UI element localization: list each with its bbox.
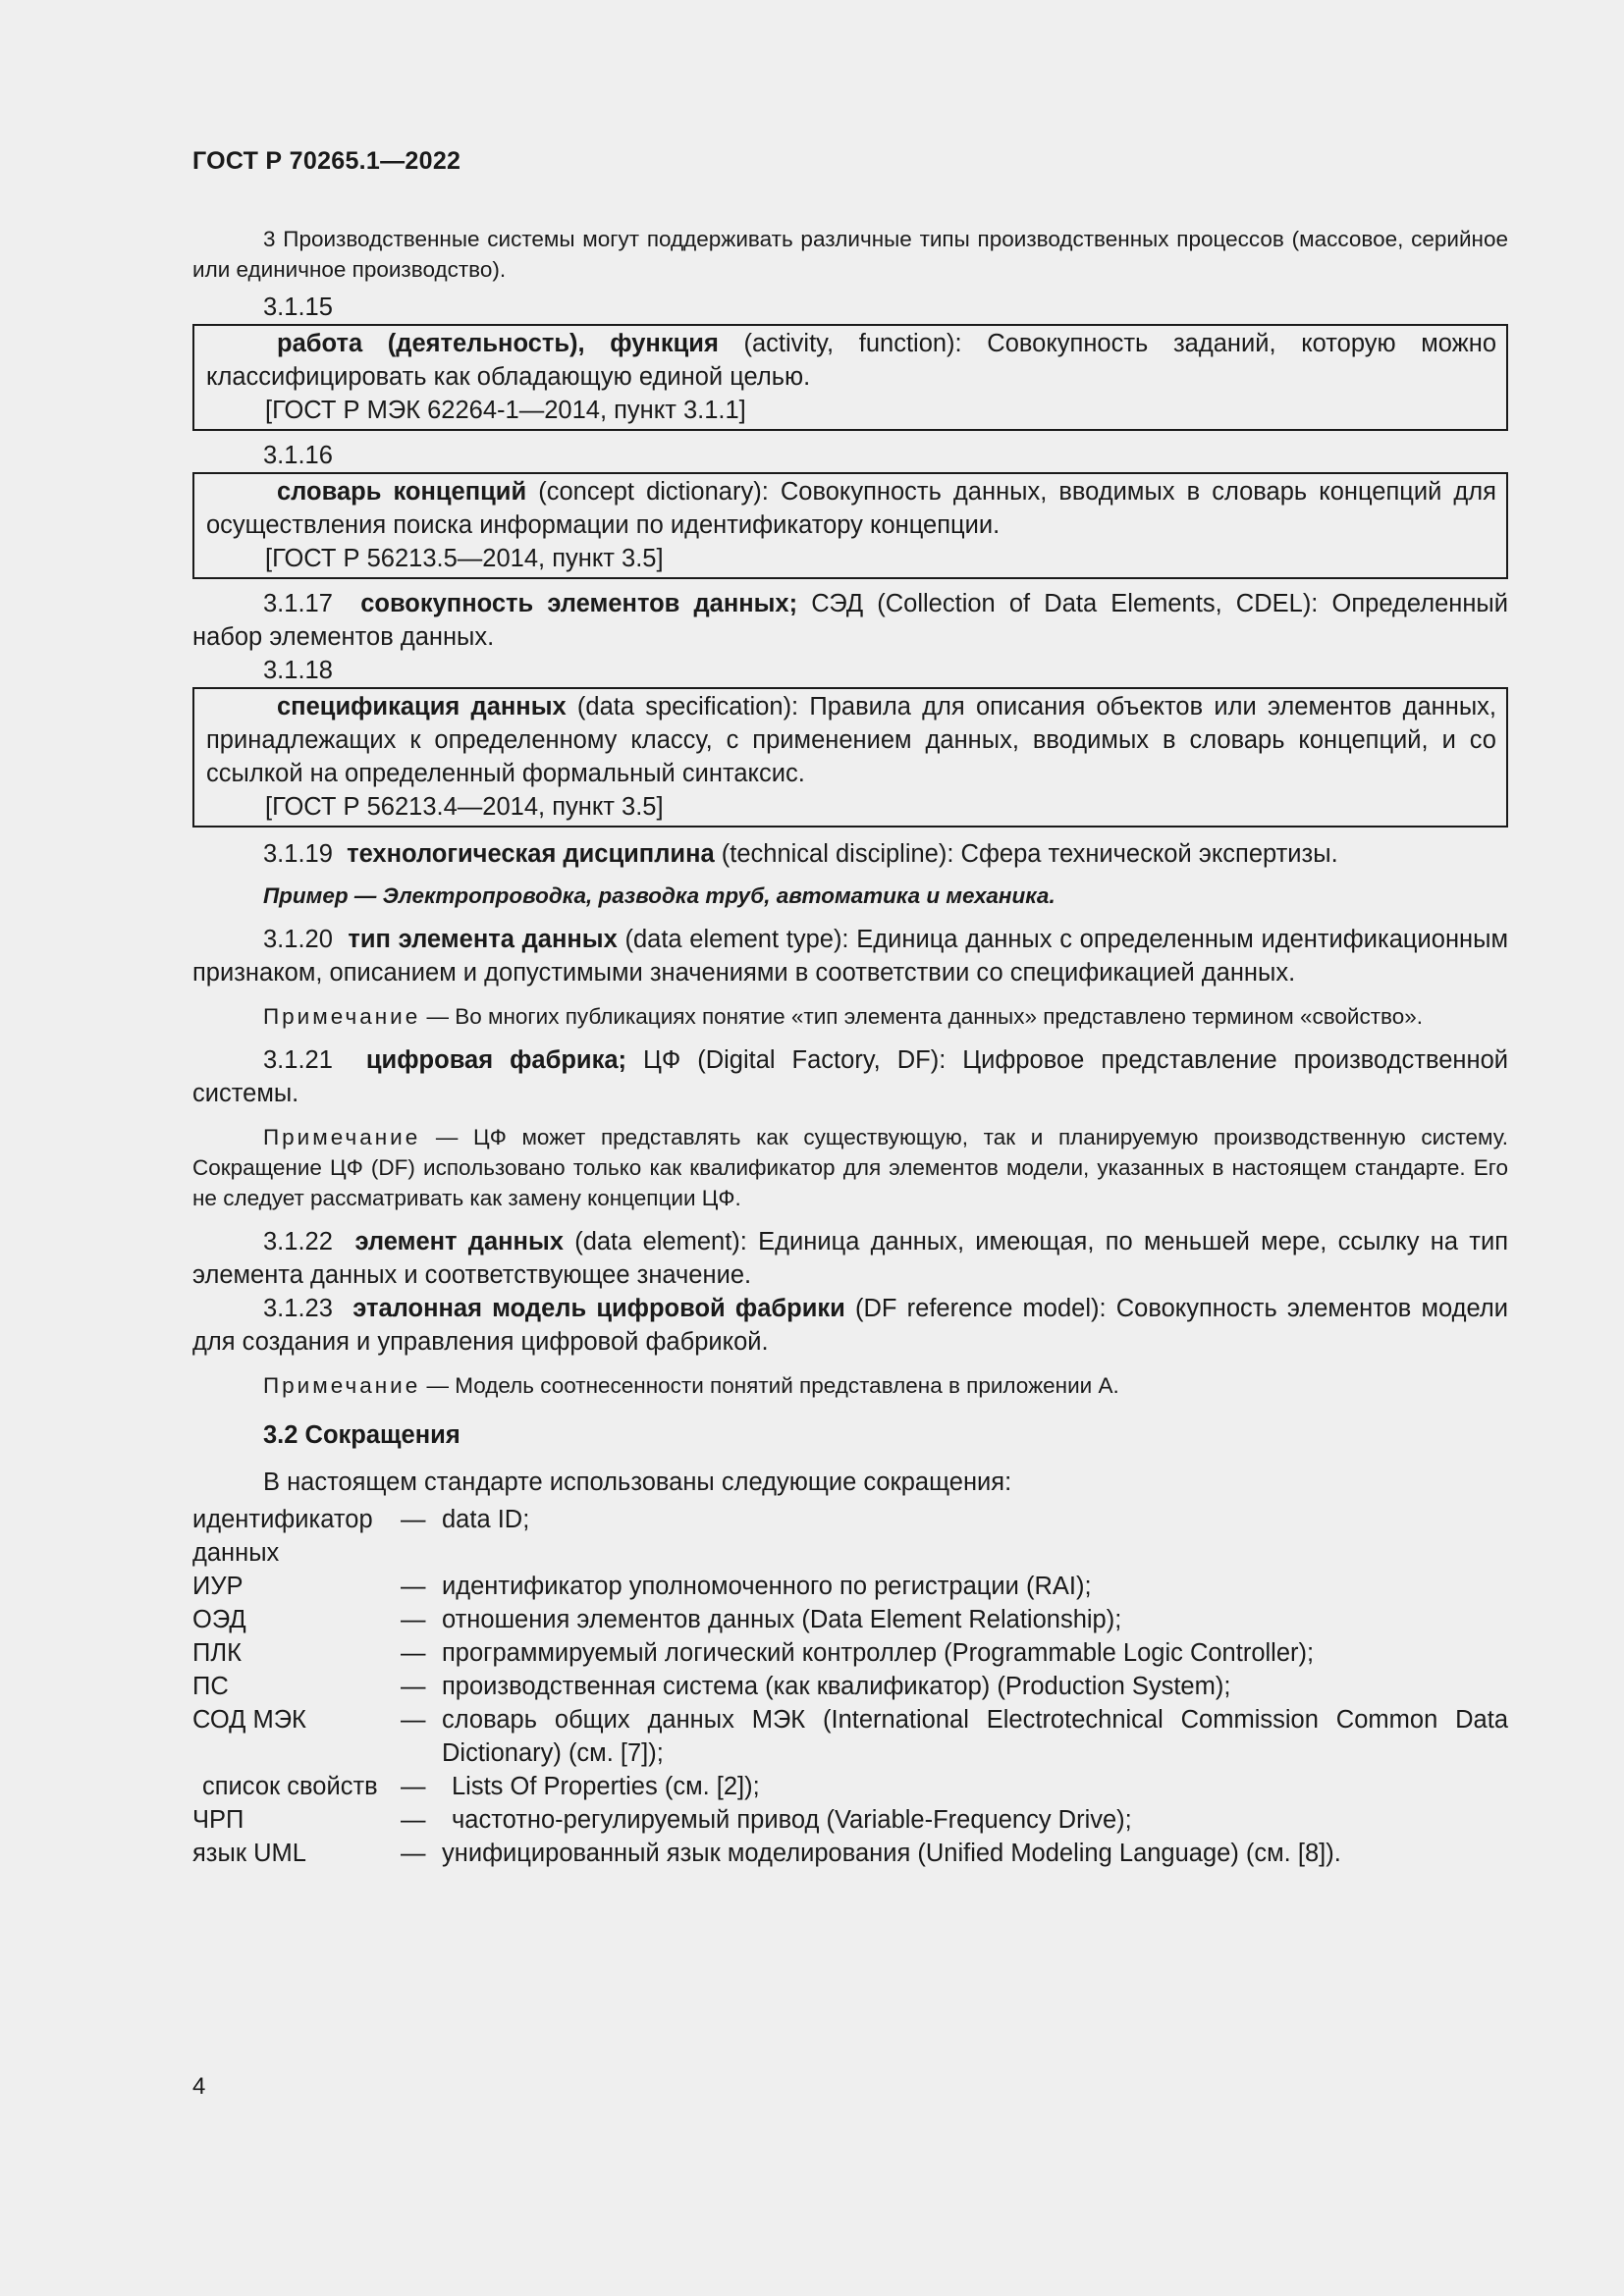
abbreviation-text: словарь общих данных МЭК (International Electrotechnical Commission Common Data Dictionary) (см. [7]); <box>442 1706 1508 1767</box>
definition-3-1-23 <box>192 1292 1508 1359</box>
term-number-3-1-23: 3.1.23 <box>263 1295 333 1322</box>
abbreviation-row <box>192 1603 1508 1636</box>
note-text-3-1-23: — Модель соотнесенности понятий представлена в приложении А. <box>420 1373 1119 1398</box>
abbreviation-term: идентификатор данных <box>192 1506 373 1567</box>
definition-3-1-17 <box>192 587 1508 654</box>
definition-text-3-1-21: ЦФ (Digital Factory, DF): Цифровое представление производственной системы. <box>192 1046 1508 1107</box>
definition-3-1-21 <box>192 1043 1508 1110</box>
section-title: 3.2 Сокращения <box>263 1421 460 1449</box>
abbreviation-text: программируемый логический контроллер (Programmable Logic Controller); <box>442 1639 1315 1667</box>
note-3-1-23 <box>192 1370 1508 1401</box>
term-number-3-1-20: 3.1.20 <box>263 926 333 953</box>
abbreviation-text: идентификатор уполномоченного по регистрации (RAI); <box>442 1573 1092 1600</box>
abbreviation-term: ПС <box>192 1673 229 1700</box>
document-header: ГОСТ Р 70265.1—2022 <box>192 147 461 175</box>
abbreviation-row <box>192 1570 1508 1603</box>
definition-text-3-1-19: (technical discipline): Сфера технической экспертизы. <box>714 840 1338 868</box>
note-3-1-20 <box>192 1001 1508 1032</box>
term-3-1-15: работа (деятельность), функция <box>277 330 719 357</box>
source-3-1-15: [ГОСТ Р МЭК 62264-1—2014, пункт 3.1.1] <box>265 397 746 424</box>
note-text-3-1-21: — ЦФ может представлять как существующую, так и планируемую производственную систему. Сокращение ЦФ (DF) использовано только как квалификатор для элементов модели, указанных в настоящем стандарте. Его не следует рассматривать как замену концепции ЦФ. <box>192 1125 1508 1210</box>
definition-text-3-1-18: (data specification): Правила для описания объектов или элементов данных, принадлежащих к определенному классу, с применением данных, вводимых в словарь концепций, и со ссылкой на определенный формальный синтаксис. <box>206 693 1496 787</box>
definition-text-3-1-17: СЭД (Collection of Data Elements, CDEL): Определенный набор элементов данных. <box>192 590 1508 651</box>
abbreviation-row <box>192 1837 1508 1870</box>
term-number-3-1-17: 3.1.17 <box>263 590 333 617</box>
abbreviation-term: язык UML <box>192 1840 306 1867</box>
definition-3-1-19 <box>192 837 1508 871</box>
definition-3-1-18 <box>206 690 1496 790</box>
definition-3-1-15 <box>206 327 1496 394</box>
abbreviation-dash: — <box>401 1506 426 1533</box>
abbreviation-dash: — <box>401 1806 426 1834</box>
abbreviation-row <box>192 1670 1508 1703</box>
abbreviation-text: Lists Of Properties (см. [2]); <box>452 1773 760 1800</box>
term-3-1-20: тип элемента данных <box>348 926 618 953</box>
abbreviation-row <box>192 1803 1508 1837</box>
term-3-1-18: спецификация данных <box>277 693 567 721</box>
note-label-3-1-23: Примечание <box>263 1373 421 1398</box>
abbreviation-row <box>192 1770 1508 1803</box>
definition-text-3-1-15: (activity, function): Совокупность заданий, которую можно классифицировать как обладающую единой целью. <box>206 330 1496 391</box>
abbreviation-term: ЧРП <box>192 1806 244 1834</box>
definition-text-3-1-20: (data element type): Единица данных с определенным идентификационным признаком, описанием и допустимыми значениями в соответствии со спецификацией данных. <box>192 926 1508 987</box>
abbreviation-text: унифицированный язык моделирования (Unified Modeling Language) (см. [8]). <box>442 1840 1341 1867</box>
abbreviation-list <box>192 1503 1508 1870</box>
definition-3-1-16 <box>206 475 1496 542</box>
term-number-3-1-22: 3.1.22 <box>263 1228 333 1255</box>
term-number-3-1-21: 3.1.21 <box>263 1046 333 1074</box>
abbreviation-term: список свойств <box>202 1773 378 1800</box>
term-3-1-21: цифровая фабрика; <box>365 1046 627 1074</box>
definition-box-3-1-16 <box>192 472 1508 579</box>
abbreviation-term: ПЛК <box>192 1639 242 1667</box>
abbreviation-row <box>192 1636 1508 1670</box>
page-number: 4 <box>192 2073 206 2100</box>
definition-box-3-1-15 <box>192 324 1508 431</box>
term-3-1-17: совокупность элементов данных; <box>360 590 798 617</box>
definition-text-3-1-22: (data element): Единица данных, имеющая, по меньшей мере, ссылку на тип элемента данных и соответствующее значение. <box>192 1228 1509 1289</box>
abbreviation-dash: — <box>401 1706 426 1734</box>
abbreviation-dash: — <box>401 1840 426 1867</box>
definition-text-3-1-23: (DF reference model): Совокупность элементов модели для создания и управления цифровой фабрикой. <box>192 1295 1509 1356</box>
source-3-1-16: [ГОСТ Р 56213.5—2014, пункт 3.5] <box>265 545 664 572</box>
term-3-1-23: эталонная модель цифровой фабрики <box>352 1295 845 1322</box>
term-number-3-1-19: 3.1.19 <box>263 840 333 868</box>
source-3-1-18: [ГОСТ Р 56213.4—2014, пункт 3.5] <box>265 793 664 821</box>
example-3-1-19: Пример — Электропроводка, разводка труб, автоматика и механика. <box>263 883 1056 908</box>
abbreviation-dash: — <box>401 1673 426 1700</box>
term-3-1-22: элемент данных <box>354 1228 564 1255</box>
abbreviation-dash: — <box>401 1639 426 1667</box>
definition-text-3-1-16: (concept dictionary): Совокупность данных, вводимых в словарь концепций для осуществления поиска информации по идентификатору концепции. <box>206 478 1496 539</box>
abbreviation-term: ИУР <box>192 1573 244 1600</box>
definition-3-1-22 <box>192 1225 1508 1292</box>
note-label-3-1-21: Примечание <box>263 1125 421 1149</box>
term-3-1-16: словарь концепций <box>277 478 527 506</box>
term-3-1-19: технологическая дисциплина <box>347 840 715 868</box>
abbreviation-text: data ID; <box>442 1506 530 1533</box>
intro-note: 3 Производственные системы могут поддерживать различные типы производственных процессов (массовое, серийное или единичное производство). <box>192 227 1508 282</box>
abbreviation-dash: — <box>401 1573 426 1600</box>
term-number-3-1-15: 3.1.15 <box>263 294 333 321</box>
note-3-1-21 <box>192 1122 1508 1213</box>
term-number-3-1-18: 3.1.18 <box>263 657 333 684</box>
abbreviation-text: отношения элементов данных (Data Element Relationship); <box>442 1606 1122 1633</box>
abbreviation-row <box>192 1703 1508 1770</box>
abbreviation-term: СОД МЭК <box>192 1706 306 1734</box>
term-number-3-1-16: 3.1.16 <box>263 442 333 469</box>
definition-box-3-1-18 <box>192 687 1508 828</box>
abbreviation-text: частотно-регулируемый привод (Variable-Frequency Drive); <box>452 1806 1132 1834</box>
abbreviation-text: производственная система (как квалификатор) (Production System); <box>442 1673 1231 1700</box>
document-body <box>192 224 1508 1870</box>
abbreviation-term: ОЭД <box>192 1606 246 1633</box>
note-label-3-1-20: Примечание <box>263 1004 421 1029</box>
abbreviation-dash: — <box>401 1773 426 1800</box>
note-text-3-1-20: — Во многих публикациях понятие «тип элемента данных» представлено термином «свойство». <box>420 1004 1424 1029</box>
section-intro: В настоящем стандарте использованы следующие сокращения: <box>263 1468 1012 1496</box>
abbreviation-dash: — <box>401 1606 426 1633</box>
abbreviation-row <box>192 1503 1508 1570</box>
definition-3-1-20 <box>192 923 1508 989</box>
